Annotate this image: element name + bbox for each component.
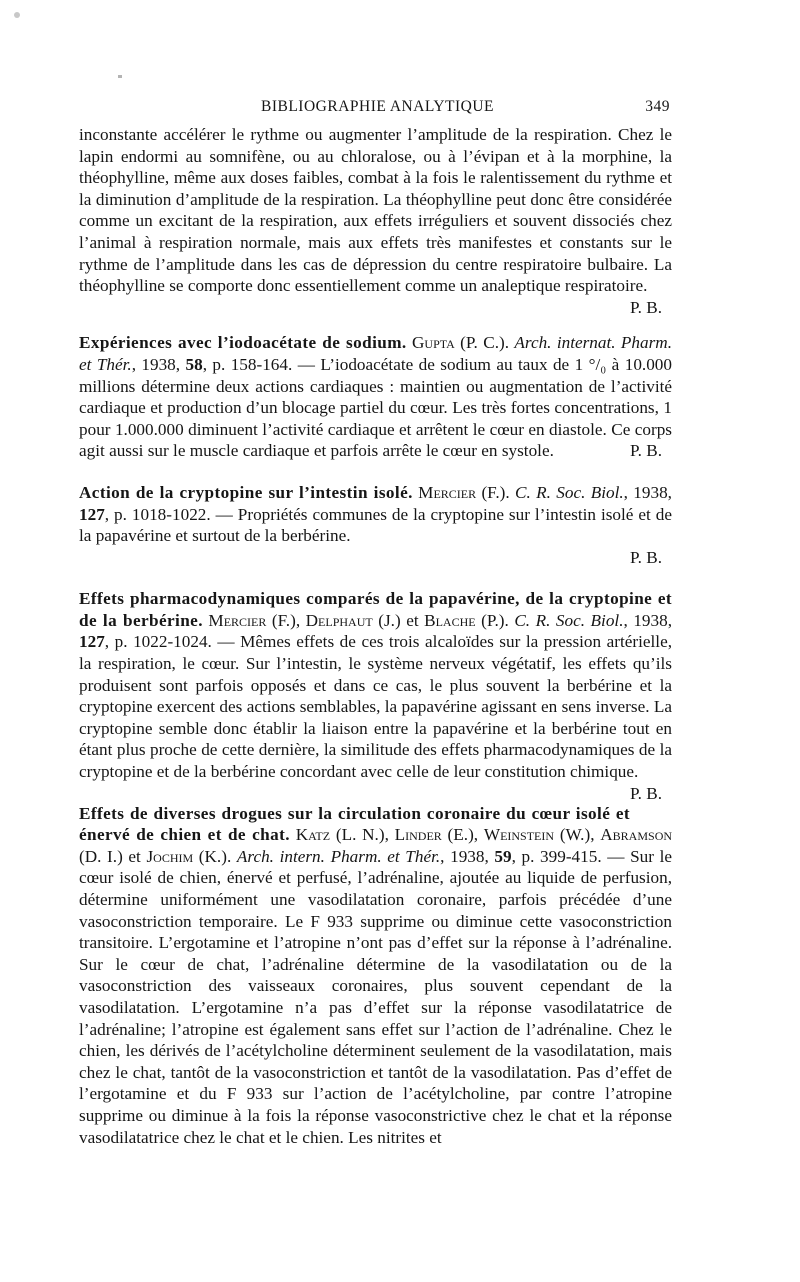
author-initials: (K.). (193, 846, 237, 866)
bibliography-entry (79, 482, 672, 568)
entry-author: Delphaut (305, 610, 373, 630)
entry-title: Action de la cryptopine sur l’intestin isolé. (79, 482, 413, 502)
bibliography-entry (79, 803, 672, 1149)
running-title: BIBLIOGRAPHIE ANALYTIQUE (261, 98, 495, 115)
entry-author: Linder (394, 825, 442, 845)
entry-paragraph (79, 803, 672, 1149)
year: , 1938, (623, 610, 672, 630)
entry-author: Abramson (600, 825, 673, 845)
volume: 59 (494, 846, 512, 866)
volume: 127 (79, 504, 105, 524)
signature: P. B. (629, 297, 662, 317)
author-initials: (E.), (441, 825, 484, 845)
entry-author: Katz (295, 825, 331, 845)
page-body (79, 124, 672, 1148)
entry-title: Effets de diverses drogues sur la circulation coronaire du cœur isolé et énervé de chien et de chat. (79, 803, 630, 845)
bibliography-entry (79, 332, 672, 462)
entry-author: Mercier (418, 482, 477, 502)
signature: P. B. (629, 547, 662, 567)
author-initials: (P. C.). (454, 333, 515, 353)
intro-paragraph: inconstante accélérer le rythme ou augmenter l’amplitude de la respiration. Chez le lapin endormi au somnifène, ou au chloralose, ou à l’évipan et à la morphine, la théophylline, même aux doses faibles, combat à la fois le ralentissement du rythme et la diminution d’amplitude de la respiration. La théophylline peut donc être considérée comme un excitant de la respiration, aux effets irréguliers et souvent dissociés chez l’animal à respiration normale, mais aux effets très manifestes et constants sur le rythme de l’amplitude dans les cas de dépression du centre respiratoire bulbaire. La théophylline se comporte donc essentiellement comme un analeptique respiratoire. (79, 125, 672, 296)
entry-paragraph (79, 588, 672, 803)
entry-title: Effets pharmacodynamiques comparés de la papavérine, de la cryptopine et de la berbérine. (79, 589, 672, 630)
entry-text: Propriétés communes de la cryptopine sur l’intestin isolé et de la papavérine et surtout de la berbérine. (79, 504, 672, 546)
author-initials: (J.) et (372, 610, 425, 630)
entry-author: Weinstein (483, 825, 555, 845)
entry-text: Sur le cœur isolé de chien, énervé et perfusé, l’adrénaline, ajoutée au liquide de perfusion, détermine uniformément une vasodilatation coronaire, parfois précédée d’une vasoconstriction temporaire. Le F 933 supprime ou diminue cette vasoconstriction transitoire. L’ergotamine et l’atropine n’ont pas d’effet sur la réponse à l’adrénaline. Sur le cœur de chat, l’adrénaline détermine de la vasodilatation ou de la vasoconstriction des vaisseaux coronaires, plus souvent cependant de la vasodilatation. L’ergotamine n’a pas d’effet sur la réponse vasodilatatrice de l’adrénaline; l’atropine est également sans effet sur l’action de l’adrénaline. Chez le chien, les dérivés de l’acétylcholine déterminent seulement de la vasodilatation, mais chez le chat, tantôt de la vasoconstriction et tantôt de la vasodilatation. Pas d’effet de l’ergotamine et du F 933 sur l’action de l’acétylcholine, par contre l’atropine supprime ou diminue à la fois la réponse vasoconstrictive chez le chat et la réponse vasodilatatrice chez le chat et le chien. Les nitrites et (79, 846, 672, 1147)
author-initials: (F.). (476, 482, 516, 502)
document-page (79, 96, 672, 1148)
author-initials: (L. N.), (330, 825, 395, 845)
pages: , p. 1022-1024. — (104, 632, 241, 652)
author-initials: (F.), (266, 610, 306, 630)
entry-author: Jochim (146, 846, 194, 866)
signature: P. B. (629, 783, 662, 803)
pages: , p. 1018-1022. — (104, 504, 238, 524)
author-initials: (W.), (554, 825, 601, 845)
entry-author: Mercier (208, 610, 267, 630)
journal-name: C. R. Soc. Biol. (514, 610, 624, 630)
entry-paragraph (79, 332, 672, 462)
bibliography-entry (79, 588, 672, 803)
pages: , p. 399-415. — (511, 846, 631, 866)
entry-title: Expériences avec l’iodoacétate de sodium. (79, 333, 407, 353)
year: , 1938, (623, 482, 672, 502)
entry-author: Gupta (412, 333, 455, 353)
page-speck (14, 12, 20, 18)
signature: P. B. (629, 441, 662, 461)
year: , 1938, (440, 846, 495, 866)
journal-name: C. R. Soc. Biol. (515, 482, 624, 502)
year: , 1938, (131, 354, 186, 374)
page-speck (118, 75, 122, 78)
pages: , p. 158-164. — (202, 354, 321, 374)
entry-text: L’iodoacétate de sodium au taux de 1 °/₀ à 10.000 millions détermine deux actions cardiaques : maintien ou augmentation de l’activité cardiaque et production d’un blocage partiel du cœur. Les très fortes concentrations, 1 pour 1.000.000 diminuent l’activité cardiaque et arrêtent le cœur en diastole. Ce corps agit aussi sur le muscle cardiaque et parfois arrête le cœur en systole. (79, 354, 672, 461)
journal-name: Arch. internat. Pharm. et Thér. (79, 333, 673, 374)
running-header (79, 96, 672, 124)
entry-author: Blache (424, 610, 476, 630)
entry-paragraph (79, 482, 672, 547)
author-initials: (D. I.) et (79, 846, 147, 866)
journal-name: Arch. intern. Pharm. et Thér. (236, 846, 441, 866)
author-initials: (P.). (475, 610, 515, 630)
volume: 58 (185, 354, 203, 374)
page-number: 349 (645, 98, 670, 115)
entry-text: Mêmes effets de ces trois alcaloïdes sur la pression artérielle, la respiration, le cœur. Sur l’intestin, le système nerveux végétatif, les effets qu’ils produisent sont parfois opposés et dans ce cas, le plus souvent la berbérine et la cryptopine exercent des actions semblables, la papavérine agissant en sens inverse. La cryptopine semble donc établir la liaison entre la papavérine et la berbérine tout en étant plus proche de cette dernière, la similitude des effets pharmacodynamiques de la cryptopine et de la berbérine concordant avec celle de leur constitution chimique. (79, 632, 672, 782)
volume: 127 (79, 632, 105, 652)
